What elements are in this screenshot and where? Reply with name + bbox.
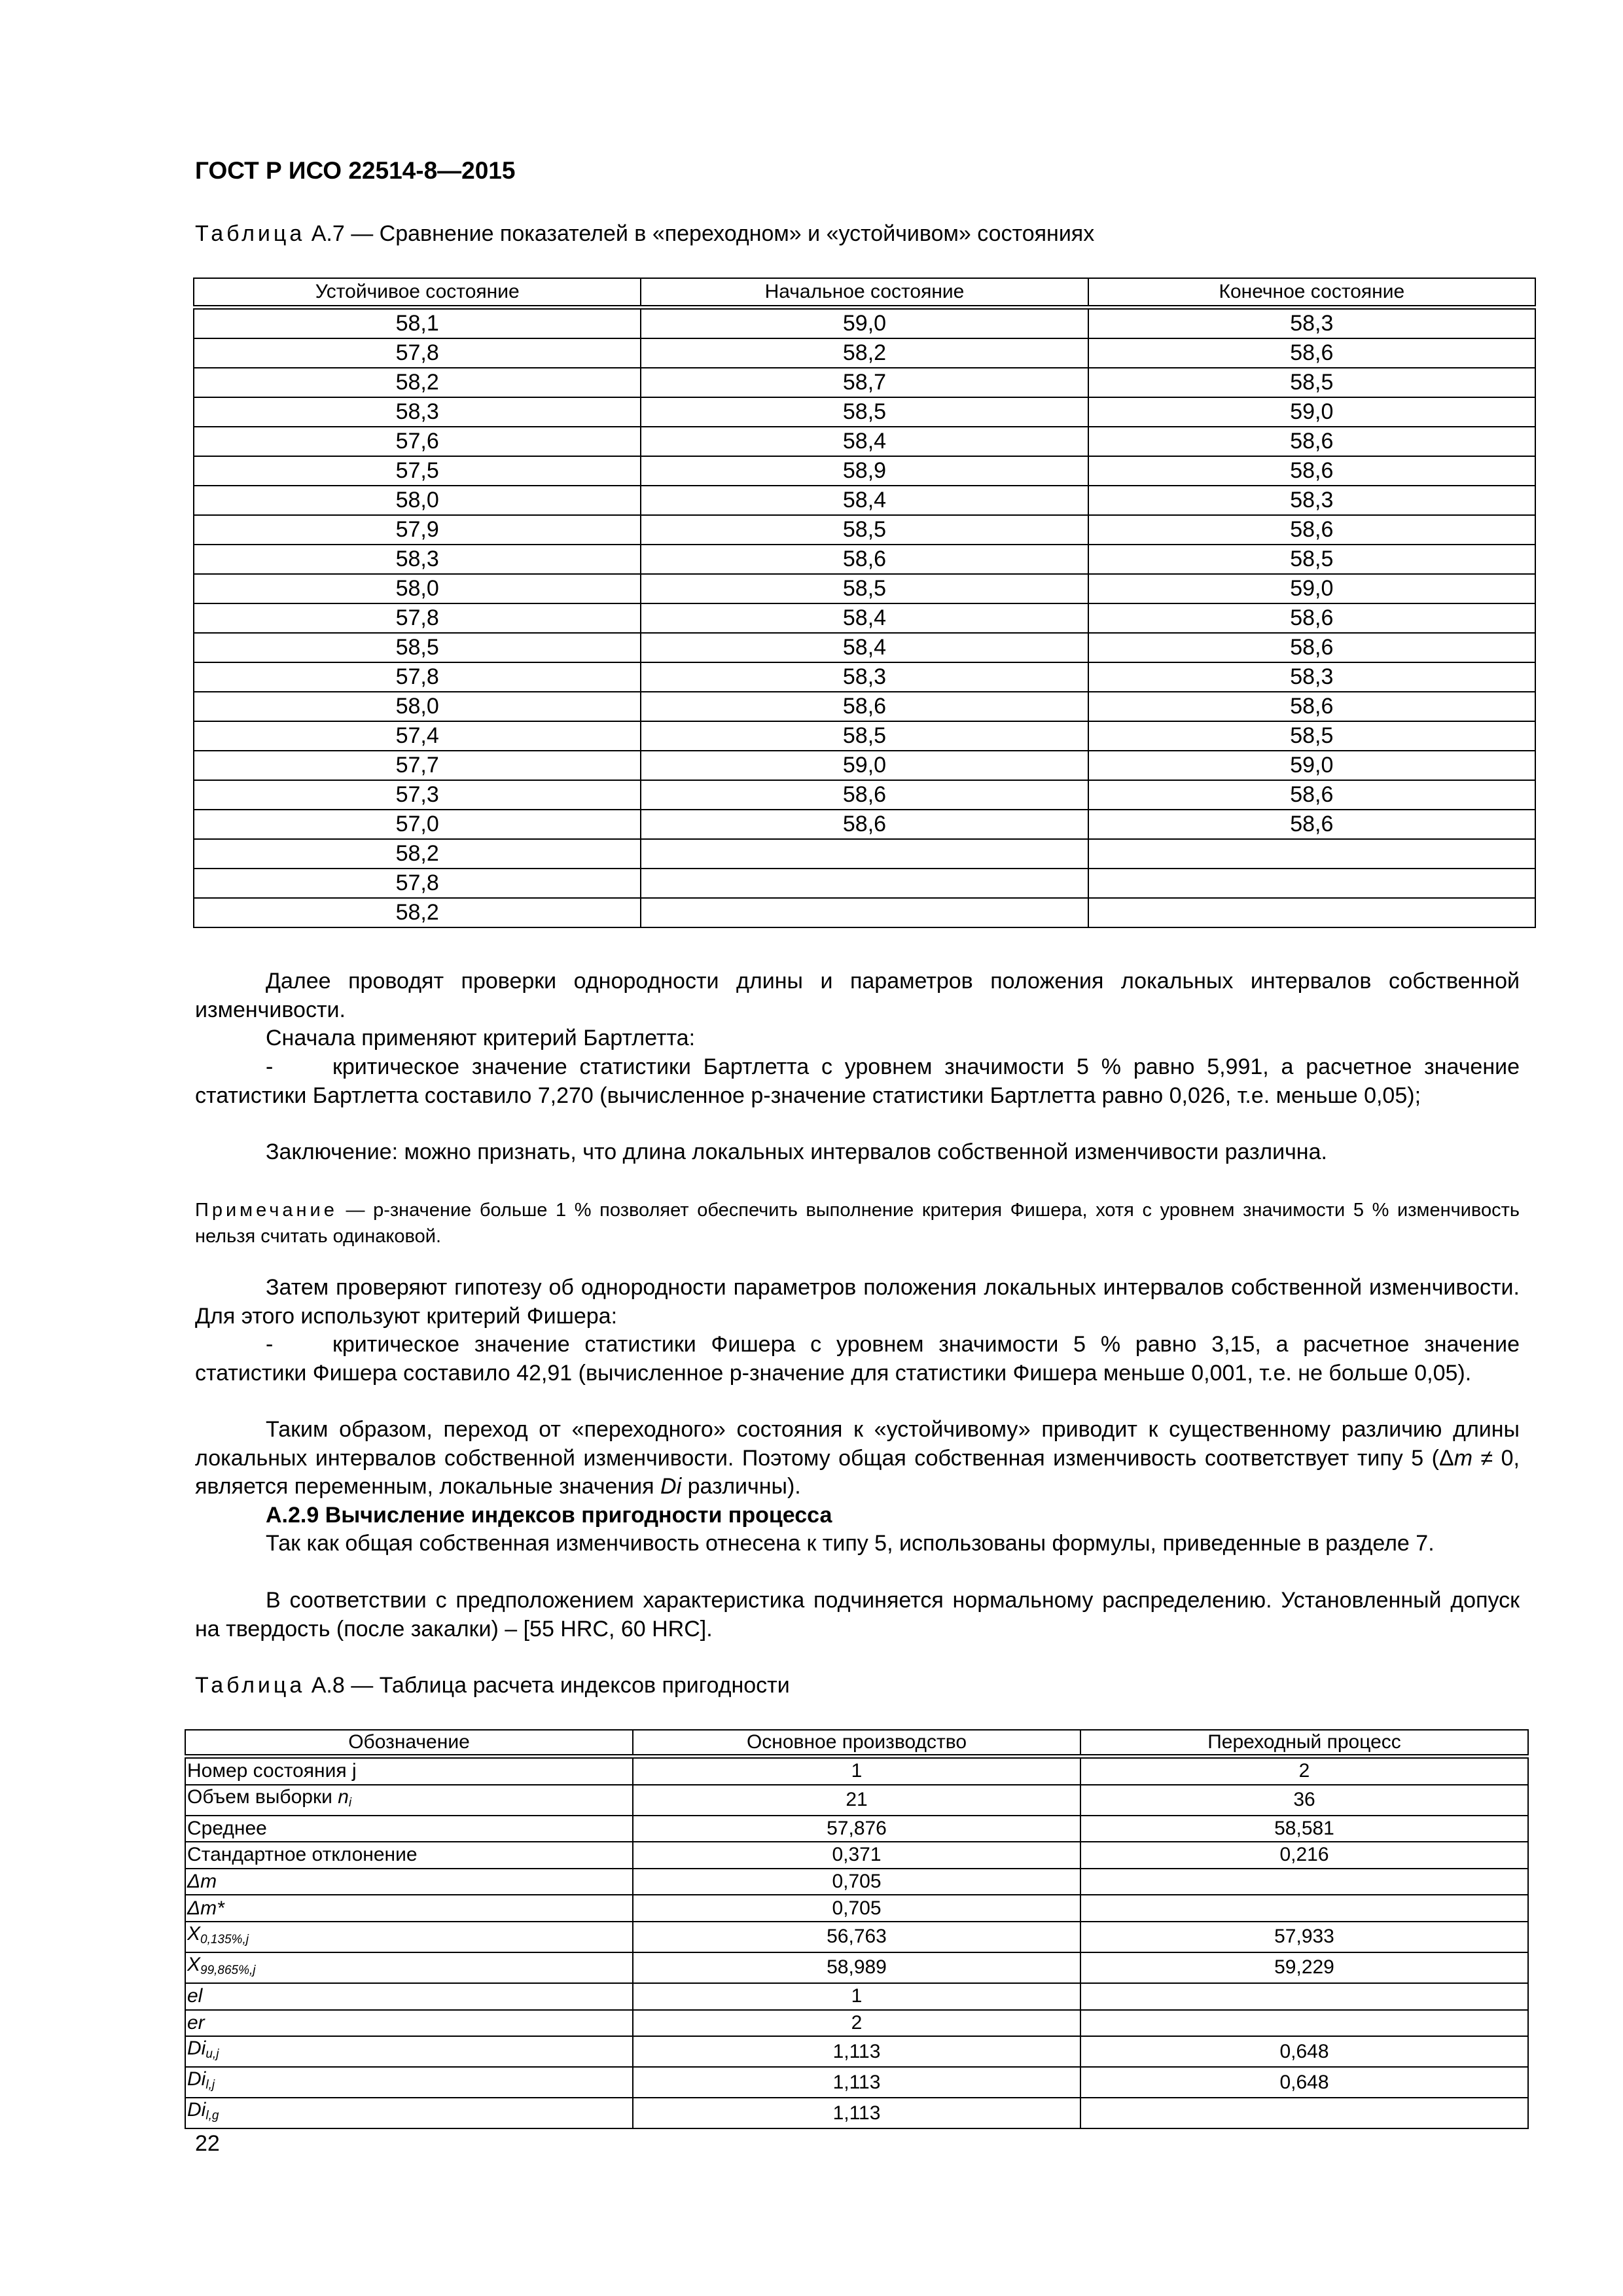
label-text: Среднее [187, 1817, 267, 1839]
table-cell: 58,4 [641, 633, 1088, 662]
label-text: Di [187, 2037, 206, 2060]
table-row [185, 2067, 1528, 2098]
table-cell: 59,0 [1088, 574, 1535, 603]
table-row [185, 1983, 1528, 2010]
table-cell: 58,6 [641, 545, 1088, 574]
dash-marker: - [266, 1054, 274, 1079]
table-cell: 0,705 [633, 1895, 1080, 1922]
table-cell: 1 [633, 1757, 1080, 1785]
table-cell [1080, 1869, 1528, 1895]
table-cell: 57,9 [194, 515, 641, 545]
table-row [194, 574, 1535, 603]
table-cell: 58,6 [1088, 810, 1535, 839]
caption-text: А.8 — Таблица расчета индексов пригодности [305, 1673, 790, 1698]
table-cell: 0,216 [1080, 1842, 1528, 1869]
table-cell: 58,6 [1088, 456, 1535, 486]
caption-prefix: Таблица [195, 1673, 306, 1698]
table-row [194, 603, 1535, 633]
table-cell: 58,3 [1088, 308, 1535, 339]
caption-text: А.7 — Сравнение показателей в «переходном» и «устойчивом» состояниях [305, 221, 1095, 246]
label-subscript: 0,135%,j [200, 1932, 249, 1946]
table-cell: 58,5 [1088, 368, 1535, 397]
table-row [194, 338, 1535, 368]
table-row [194, 515, 1535, 545]
table-row [194, 780, 1535, 810]
table-cell: 58,3 [194, 545, 641, 574]
table-cell: 58,5 [641, 515, 1088, 545]
table-cell: 1,113 [633, 2067, 1080, 2098]
table-row [185, 1922, 1528, 1952]
table-cell: 57,7 [194, 751, 641, 780]
table-cell: 57,933 [1080, 1922, 1528, 1952]
table-cell: 57,0 [194, 810, 641, 839]
table-cell: 58,6 [1088, 692, 1535, 721]
table-cell [1080, 1895, 1528, 1922]
table-cell: 59,229 [1080, 1952, 1528, 1983]
table-cell [1088, 898, 1535, 927]
table-cell: 2 [633, 2010, 1080, 2037]
table-cell [641, 839, 1088, 869]
table-cell: 58,0 [194, 486, 641, 515]
label-text: Δm* [187, 1897, 224, 1919]
table-cell: 0,705 [633, 1869, 1080, 1895]
table-cell: 57,8 [194, 869, 641, 898]
label-subscript: l,j [205, 2078, 215, 2092]
paragraph: Затем проверяют гипотезу об однородности параметров положения локальных интервалов собственной изменчивости. Для этого используют критерий Фишера: [195, 1275, 1520, 1329]
table-row [194, 839, 1535, 869]
table-cell: 56,763 [633, 1922, 1080, 1952]
table-cell: 58,5 [641, 397, 1088, 427]
label-text: Δm [187, 1871, 217, 1893]
table-cell: 0,648 [1080, 2067, 1528, 2098]
table-cell [1080, 2098, 1528, 2128]
table-row [185, 1757, 1528, 1785]
table-a8-caption [195, 1673, 790, 1698]
text: ≠ 0, является переменным, локальные значения [195, 1445, 1520, 1499]
table-cell: 36 [1080, 1785, 1528, 1816]
table-cell [1088, 839, 1535, 869]
text: различны). [681, 1474, 801, 1499]
table-cell: 2 [1080, 1757, 1528, 1785]
table-cell: 59,0 [1088, 397, 1535, 427]
caption-prefix: Таблица [195, 221, 306, 246]
table-a7-caption [195, 221, 1094, 247]
table-cell: 58,4 [641, 603, 1088, 633]
row-label [185, 1983, 633, 2010]
table-row [194, 456, 1535, 486]
page-number: 22 [195, 2131, 220, 2156]
row-label [185, 1842, 633, 1869]
table-cell: 57,8 [194, 603, 641, 633]
note-label: Примечание [195, 1200, 338, 1221]
row-label [185, 1922, 633, 1952]
table-row [185, 1952, 1528, 1983]
table-cell: 58,581 [1080, 1816, 1528, 1842]
note [195, 1197, 1520, 1249]
paragraph: В соответствии с предположением характеристика подчиняется нормальному распределению. Установленный допуск на твердость (после закалки) – [55 HRC, 60 HRC]. [195, 1588, 1520, 1641]
label-subscript: u,j [205, 2047, 219, 2062]
paragraph: Заключение: можно признать, что длина локальных интервалов собственной изменчивости различна. [266, 1139, 1327, 1164]
table-row [185, 1869, 1528, 1895]
table-cell: 57,5 [194, 456, 641, 486]
table-cell: 57,4 [194, 721, 641, 751]
column-header: Обозначение [185, 1730, 633, 1757]
table-row [185, 1816, 1528, 1842]
table-cell: 59,0 [641, 751, 1088, 780]
row-label [185, 2010, 633, 2037]
table-cell: 57,8 [194, 662, 641, 692]
table-cell: 58,3 [194, 397, 641, 427]
table-row [194, 810, 1535, 839]
table-cell: 59,0 [641, 308, 1088, 339]
table-cell: 57,3 [194, 780, 641, 810]
table-cell: 58,6 [1088, 427, 1535, 456]
table-cell: 1,113 [633, 2036, 1080, 2067]
table-cell: 58,3 [1088, 486, 1535, 515]
table-cell [641, 869, 1088, 898]
table-cell: 58,4 [641, 427, 1088, 456]
paragraph: Так как общая собственная изменчивость отнесена к типу 5, использованы формулы, приведенные в разделе 7. [266, 1531, 1435, 1556]
table-cell: 59,0 [1088, 751, 1535, 780]
table-cell: 57,8 [194, 338, 641, 368]
text: Di [660, 1474, 682, 1499]
list-item-text: критическое значение статистики Фишера с уровнем значимости 5 % равно 3,15, а расчетное значение статистики Фишера составило 42,91 (вычисленное р-значение для статистики Фишера меньше 0,001, т.е. не больше 0,05). [195, 1332, 1520, 1386]
label-text: er [187, 2011, 205, 2034]
table-cell [1088, 869, 1535, 898]
table-cell: 58,2 [194, 898, 641, 927]
table-cell: 58,6 [641, 692, 1088, 721]
table-cell: 58,5 [1088, 721, 1535, 751]
label-text: X [187, 1922, 201, 1945]
table-cell: 57,876 [633, 1816, 1080, 1842]
table-row [194, 692, 1535, 721]
list-item-text: критическое значение статистики Бартлетта с уровнем значимости 5 % равно 5,991, а расчетное значение статистики Бартлетта составило 7,270 (вычисленное р-значение статистики Бартлетта равно 0,026, т.е. меньше 0,05); [195, 1054, 1520, 1108]
column-header: Устойчивое состояние [194, 278, 641, 308]
table-cell [641, 898, 1088, 927]
table-row [185, 1785, 1528, 1816]
table-cell: 58,5 [1088, 545, 1535, 574]
table-row [194, 308, 1535, 339]
table-cell: 58,1 [194, 308, 641, 339]
table-cell: 58,6 [1088, 603, 1535, 633]
table-row [185, 1842, 1528, 1869]
paragraph: Сначала применяют критерий Бартлетта: [266, 1026, 696, 1050]
label-text: X [187, 1953, 201, 1975]
column-header: Конечное состояние [1088, 278, 1535, 308]
table-cell: 58,2 [194, 368, 641, 397]
table-row [185, 2036, 1528, 2067]
table-cell: 58,5 [641, 574, 1088, 603]
table-cell: 58,6 [1088, 515, 1535, 545]
table-cell: 58,2 [641, 338, 1088, 368]
table-cell: 58,5 [194, 633, 641, 662]
dash-marker: - [266, 1332, 274, 1357]
table-cell: 58,0 [194, 574, 641, 603]
text: Таким образом, переход от «переходного» состояния к «устойчивому» приводит к существенному различию длины локальных интервалов собственной изменчивости. Поэтому общая собственная изменчивость соответствует типу 5 (Δ [195, 1417, 1520, 1471]
table-cell: 58,6 [1088, 633, 1535, 662]
row-label [185, 1757, 633, 1785]
table-row [194, 751, 1535, 780]
list-item [195, 1053, 1520, 1110]
row-label [185, 1869, 633, 1895]
table-a7 [193, 278, 1536, 928]
text: m [1454, 1445, 1473, 1471]
table-cell: 1 [633, 1983, 1080, 2010]
column-header: Переходный процесс [1080, 1730, 1528, 1757]
label-text: Объем выборки [187, 1785, 338, 1808]
table-cell: 58,2 [194, 839, 641, 869]
table-cell: 21 [633, 1785, 1080, 1816]
table-cell: 1,113 [633, 2098, 1080, 2128]
label-subscript: i [348, 1795, 352, 1810]
column-header: Основное производство [633, 1730, 1080, 1757]
row-label [185, 1952, 633, 1983]
table-cell: 58,3 [641, 662, 1088, 692]
table-cell: 58,9 [641, 456, 1088, 486]
document-header: ГОСТ Р ИСО 22514-8—2015 [195, 157, 516, 184]
label-symbol: n [338, 1785, 349, 1808]
table-cell [1080, 1983, 1528, 2010]
table-row [194, 898, 1535, 927]
table-row [194, 545, 1535, 574]
label-text: Стандартное отклонение [187, 1844, 418, 1866]
row-label [185, 1895, 633, 1922]
table-cell [1080, 2010, 1528, 2037]
label-text: el [187, 1985, 203, 2007]
row-label [185, 1816, 633, 1842]
table-row [194, 427, 1535, 456]
row-label [185, 2098, 633, 2128]
table-row [185, 1895, 1528, 1922]
list-item [195, 1331, 1520, 1388]
table-row [194, 486, 1535, 515]
label-text: Номер состояния j [187, 1760, 357, 1782]
label-subscript: l,g [205, 2109, 219, 2123]
table-row [194, 662, 1535, 692]
table-row [185, 2098, 1528, 2128]
table-cell: 58,6 [1088, 780, 1535, 810]
table-cell: 58,6 [1088, 338, 1535, 368]
label-text: Di [187, 2068, 206, 2090]
table-cell: 58,0 [194, 692, 641, 721]
row-label [185, 2036, 633, 2067]
table-cell: 58,6 [641, 810, 1088, 839]
table-row [194, 397, 1535, 427]
table-a8 [185, 1729, 1529, 2129]
table-cell: 58,4 [641, 486, 1088, 515]
label-text: Di [187, 2099, 206, 2121]
paragraph: Далее проводят проверки однородности длины и параметров положения локальных интервалов собственной изменчивости. [195, 969, 1520, 1022]
table-cell: 0,371 [633, 1842, 1080, 1869]
column-header: Начальное состояние [641, 278, 1088, 308]
table-row [194, 368, 1535, 397]
note-text: — р-значение больше 1 % позволяет обеспечить выполнение критерия Фишера, хотя с уровнем значимости 5 % изменчивость нельзя считать одинаковой. [195, 1200, 1520, 1247]
table-cell: 58,989 [633, 1952, 1080, 1983]
row-label [185, 2067, 633, 2098]
table-cell: 0,648 [1080, 2036, 1528, 2067]
table-cell: 58,5 [641, 721, 1088, 751]
table-row [194, 869, 1535, 898]
table-row [194, 721, 1535, 751]
paragraph [195, 1416, 1520, 1501]
table-row [194, 633, 1535, 662]
table-cell: 58,3 [1088, 662, 1535, 692]
row-label [185, 1785, 633, 1816]
section-heading: А.2.9 Вычисление индексов пригодности процесса [266, 1503, 832, 1528]
table-cell: 57,6 [194, 427, 641, 456]
table-cell: 58,6 [641, 780, 1088, 810]
table-cell: 58,7 [641, 368, 1088, 397]
label-subscript: 99,865%,j [200, 1963, 256, 1977]
table-row [185, 2010, 1528, 2037]
